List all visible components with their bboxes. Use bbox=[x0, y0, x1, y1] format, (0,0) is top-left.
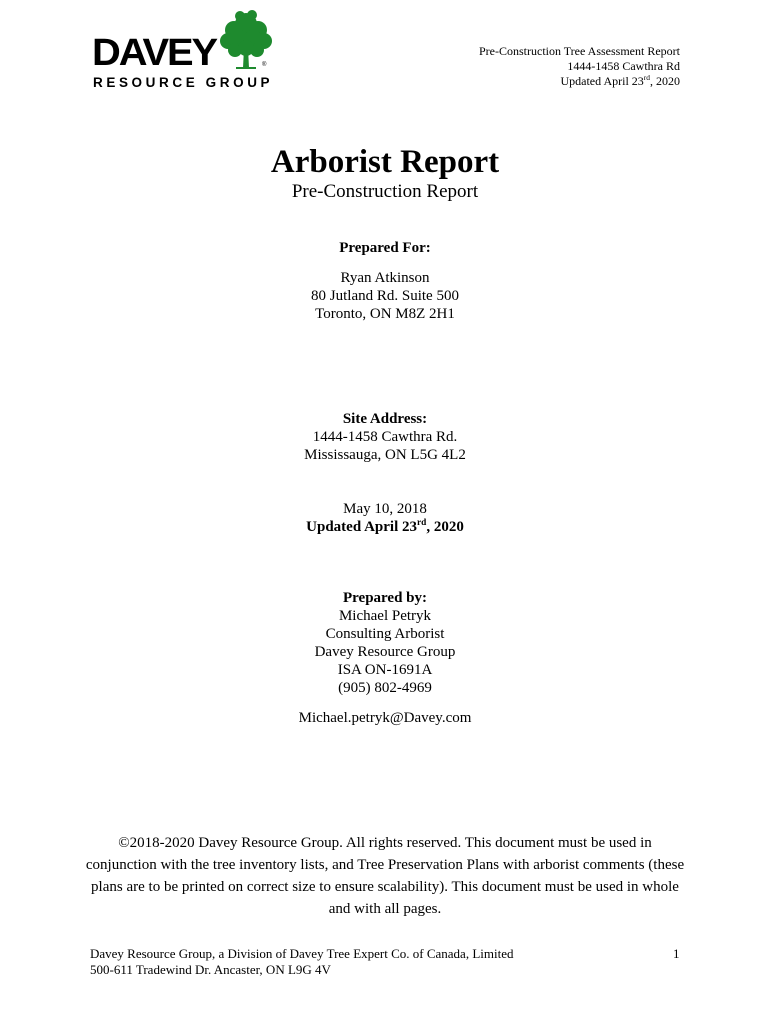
document-title: Arborist Report bbox=[270, 144, 500, 180]
header-updated: Updated April 23rd, 2020 bbox=[560, 73, 680, 88]
site-address-label: Site Address: bbox=[342, 411, 428, 427]
arborist-email: Michael.petryk@Davey.com bbox=[298, 710, 472, 726]
site-address-block bbox=[0, 410, 770, 464]
davey-logo bbox=[90, 10, 280, 90]
site-address-line2: Mississauga, ON L5G 4L2 bbox=[304, 447, 466, 463]
arborist-isa-number: ISA ON-1691A bbox=[337, 662, 433, 678]
copyright-notice: ©2018-2020 Davey Resource Group. All rights reserved. This document must be used in conjunction with the tree inventory lists, and Tree Preservation Plans with arborist comments (these plans are to be printed on correct size to ensure scalability). This document must be used in whole and with all pages. bbox=[85, 835, 685, 917]
updated-date: Updated April 23rd, 2020 bbox=[306, 518, 464, 535]
prepared-by-label: Prepared by: bbox=[342, 590, 428, 606]
prepared-for-block bbox=[0, 239, 770, 323]
arborist-phone: (905) 802-4969 bbox=[338, 680, 432, 696]
logo-wordmark: DAVEY bbox=[92, 32, 217, 74]
document-subtitle: Pre-Construction Report bbox=[291, 181, 479, 202]
arborist-name: Michael Petryk bbox=[338, 608, 432, 624]
footer-address: 500-611 Tradewind Dr. Ancaster, ON L9G 4V bbox=[90, 962, 331, 977]
logo-subtitle: RESOURCE GROUP bbox=[93, 75, 274, 90]
client-address-line2: Toronto, ON M8Z 2H1 bbox=[315, 306, 455, 322]
header-address: 1444-1458 Cawthra Rd bbox=[567, 59, 680, 73]
page-header bbox=[479, 44, 680, 89]
prepared-for-label: Prepared For: bbox=[339, 240, 431, 256]
header-report-title: Pre-Construction Tree Assessment Report bbox=[479, 44, 680, 58]
client-name: Ryan Atkinson bbox=[340, 270, 430, 286]
dates-block bbox=[0, 500, 770, 536]
page-footer bbox=[90, 946, 513, 978]
client-address-line1: 80 Jutland Rd. Suite 500 bbox=[311, 288, 459, 304]
arborist-role: Consulting Arborist bbox=[325, 626, 445, 642]
registered-mark: ® bbox=[262, 62, 267, 68]
page-number: 1 bbox=[673, 946, 680, 961]
site-address-line1: 1444-1458 Cawthra Rd. bbox=[312, 429, 458, 445]
arborist-company: Davey Resource Group bbox=[314, 644, 456, 660]
prepared-by-block bbox=[0, 589, 770, 697]
original-date: May 10, 2018 bbox=[343, 501, 427, 517]
footer-company: Davey Resource Group, a Division of Davey Tree Expert Co. of Canada, Limited bbox=[90, 946, 514, 961]
